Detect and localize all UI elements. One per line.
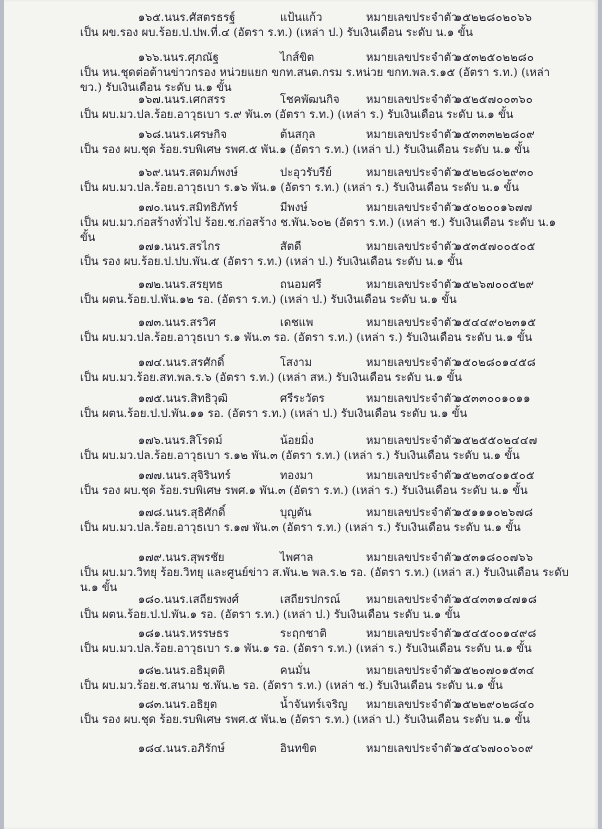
entry-surname: น้ำจันทร์เจริญ bbox=[280, 698, 348, 711]
entry-surname: เสถียรปกรณ์ bbox=[280, 593, 341, 606]
personnel-entry bbox=[4, 663, 598, 693]
id-label: หมายเลขประจำตัว bbox=[366, 316, 458, 329]
personnel-entry bbox=[4, 127, 598, 157]
entry-surname: เดชแพ bbox=[280, 316, 314, 329]
personnel-entry bbox=[4, 10, 598, 40]
entry-number-name: ๑๘๐.นนร.เสถียรพงศ์ bbox=[138, 593, 239, 606]
entry-surname: สัตดี bbox=[280, 240, 302, 253]
entry-number-name: ๑๖๘.นนร.เศรษกิจ bbox=[138, 128, 227, 141]
personnel-entry bbox=[4, 505, 598, 535]
id-label: หมายเลขประจำตัว bbox=[366, 506, 458, 519]
entry-position: เป็น ผตน.ร้อย.ป.พัน.๑๒ รอ. (อัตรา ร.ท.) (เหล่า ป.) รับเงินเดือน ระดับ น.๑ ขั้น bbox=[80, 293, 457, 306]
personnel-entry bbox=[4, 50, 598, 95]
id-number: ๑๕๔๕๐๐๑๔๙๘ bbox=[455, 627, 537, 640]
entry-header bbox=[4, 468, 598, 483]
entry-header bbox=[4, 391, 598, 406]
entry-number-name: ๑๘๑.นนร.หรรษธร bbox=[138, 627, 229, 640]
entry-number-name: ๑๗๒.นนร.สรยุทธ bbox=[138, 278, 223, 291]
entry-header bbox=[4, 697, 598, 712]
entry-number-name: ๑๗๕.นนร.สิทธิวุฒิ bbox=[138, 392, 228, 405]
personnel-entry bbox=[4, 626, 598, 656]
id-number: ๑๕๓๑๘๐๐๗๖๖ bbox=[455, 551, 534, 564]
id-number: ๑๕๓๕๗๐๐๕๐๕ bbox=[455, 240, 536, 253]
entry-position: เป็น ผบ.มว.ปล.ร้อย.อาวุธเบา ร.๑ พัน.๑ รอ. (อัตรา ร.ท.) (เหล่า ร.) รับเงินเดือน ระดับ น.๑ ขั้น bbox=[80, 642, 532, 655]
entry-surname: ทองมา bbox=[280, 469, 314, 482]
id-label: หมายเลขประจำตัว bbox=[366, 593, 458, 606]
entry-header bbox=[4, 127, 598, 142]
entry-header bbox=[4, 315, 598, 330]
entry-position: เป็น รอง ผบ.ชุด ร้อย.รบพิเศษ รพศ.๕ พัน.๑ (อัตรา ร.ท.) (เหล่า ป.) รับเงินเดือน ระดับ น.๑ ขั้น bbox=[80, 143, 530, 156]
entry-number-name: ๑๗๘.นนร.สุธิศักดิ์ bbox=[138, 506, 226, 519]
id-label: หมายเลขประจำตัว bbox=[366, 240, 458, 253]
id-number: ๑๕๑๑๑๐๒๖๗๘ bbox=[455, 506, 534, 519]
entry-number-name: ๑๖๙.นนร.สดมภ์พงษ์ bbox=[138, 166, 238, 179]
entry-position: เป็น ผบ.มว.ร้อย.สท.พล.ร.๖ (อัตรา ร.ท.) (เหล่า สห.) รับเงินเดือน ระดับ น.๑ ขั้น bbox=[80, 371, 462, 384]
entry-position: เป็น ผบ.มว.ปล.ร้อย.อาวุธเบา ร.๑๖ พัน.๑ (อัตรา ร.ท.) (เหล่า ร.) รับเงินเดือน ระดับ น.๑ ขั้น bbox=[80, 181, 519, 194]
entry-header bbox=[4, 550, 598, 565]
entry-header bbox=[4, 239, 598, 254]
entry-surname: ต้นสกุล bbox=[280, 128, 316, 141]
personnel-entry bbox=[4, 550, 598, 595]
entry-position: เป็น ผบ.มว.ปล.ร้อย.อาวุธเบา ร.๑๒ พัน.๓ (อัตรา ร.ท.) (เหล่า ร.) รับเงินเดือน ระดับ น.๑ ขั้น bbox=[80, 449, 520, 462]
entry-header bbox=[4, 92, 598, 107]
id-number: ๑๕๒๒๘๐๒๙๓๐ bbox=[455, 166, 534, 179]
id-number: ๑๕๐๒๘๐๑๔๕๘ bbox=[455, 356, 536, 369]
personnel-entry bbox=[4, 315, 598, 345]
id-label: หมายเลขประจำตัว bbox=[366, 392, 458, 405]
entry-number-name: ๑๘๒.นนร.อธิมุตติ bbox=[138, 664, 225, 677]
entry-surname: ถนอมศรี bbox=[280, 278, 322, 291]
entry-header bbox=[4, 741, 598, 756]
id-number: ๑๕๒๒๘๐๒๐๖๖ bbox=[455, 11, 533, 24]
id-label: หมายเลขประจำตัว bbox=[366, 128, 458, 141]
id-label: หมายเลขประจำตัว bbox=[366, 434, 458, 447]
entry-position: เป็น ผตน.ร้อย.ป.ป.พัน.๑ รอ. (อัตรา ร.ท.) (เหล่า ป.) รับเงินเดือน ระดับ น.๑ ขั้น bbox=[80, 608, 460, 621]
id-label: หมายเลขประจำตัว bbox=[366, 166, 458, 179]
id-number: ๑๕๒๖๗๐๐๕๒๙ bbox=[455, 278, 535, 291]
entry-position: เป็น รอง ผบ.ชุด ร้อย.รบพิเศษ รพศ.๑ พัน.๓ (อัตรา ร.ท.) (เหล่า ร.) รับเงินเดือน ระดับ น.๑ ขั้น bbox=[80, 484, 528, 497]
entry-surname: ไพศาล bbox=[280, 551, 314, 564]
entry-number-name: ๑๖๕.นนร.ศัสตรธรฐ์ bbox=[138, 11, 236, 24]
entry-header bbox=[4, 626, 598, 641]
entry-position: เป็น ผบ.มว.ปล.ร้อย.อาวุธเบา ร.๑ พัน.๓ รอ. (อัตรา ร.ท.) (เหล่า ร.) รับเงินเดือน ระดับ น.๑ ขั้น bbox=[80, 331, 533, 344]
personnel-entry bbox=[4, 697, 598, 727]
entry-number-name: ๑๗๙.นนร.สุพรชัย bbox=[138, 551, 225, 564]
entry-number-name: ๑๗๗.นนร.สุจิรินทร์ bbox=[138, 469, 231, 482]
personnel-entry bbox=[4, 355, 598, 385]
entry-number-name: ๑๗๖.นนร.สิโรดม์ bbox=[138, 434, 223, 447]
entry-header bbox=[4, 505, 598, 520]
entry-position: เป็น ผบ.มว.ร้อย.ช.สนาม ช.พัน.๒ รอ. (อัตรา ร.ท.) (เหล่า ช.) รับเงินเดือน ระดับ น.๑ ขั้น bbox=[80, 679, 503, 692]
entry-header bbox=[4, 277, 598, 292]
entry-surname: คนมั่น bbox=[280, 664, 311, 677]
id-number: ๑๕๒๕๕๐๒๔๔๗ bbox=[455, 434, 538, 447]
entry-surname: มีพงษ์ bbox=[280, 201, 308, 214]
entry-surname: ศรีระวัตร bbox=[280, 392, 325, 405]
id-label: หมายเลขประจำตัว bbox=[366, 93, 458, 106]
entry-surname: ไกส์ขิต bbox=[280, 51, 315, 64]
entry-surname: แป้นแก้ว bbox=[280, 11, 323, 24]
entry-surname: โชคพัฒนกิจ bbox=[280, 93, 340, 106]
id-label: หมายเลขประจำตัว bbox=[366, 664, 458, 677]
personnel-entry bbox=[4, 433, 598, 463]
id-number: ๑๕๔๓๓๑๔๗๑๘ bbox=[455, 593, 538, 606]
entry-surname: น้อยมิ่ง bbox=[280, 434, 314, 447]
entry-header bbox=[4, 200, 598, 215]
id-label: หมายเลขประจำตัว bbox=[366, 278, 458, 291]
id-label: หมายเลขประจำตัว bbox=[366, 356, 458, 369]
entry-position: เป็น รอง ผบ.ชุด ร้อย.รบพิเศษ รพศ.๕ พัน.๒ (อัตรา ร.ท.) (เหล่า ป.) รับเงินเดือน ระดับ น.๑ ขั้น bbox=[80, 713, 530, 726]
id-label: หมายเลขประจำตัว bbox=[366, 201, 458, 214]
entry-header bbox=[4, 165, 598, 180]
id-number: ๑๕๒๒๙๐๒๘๔๐ bbox=[455, 698, 535, 711]
entry-number-name: ๑๗๔.นนร.สรศักดิ์ bbox=[138, 356, 225, 369]
entry-position: เป็น ผข.รอง ผบ.ร้อย.ป.ปพ.ที่.๔ (อัตรา ร.ท.) (เหล่า ป.) รับเงินเดือน ระดับ น.๑ ขั้น bbox=[80, 26, 473, 39]
entry-surname: บุญตัน bbox=[280, 506, 312, 519]
personnel-entry bbox=[4, 468, 598, 498]
entry-number-name: ๑๘๔.นนร.อภิรักษ์ bbox=[138, 742, 225, 755]
personnel-entry bbox=[4, 239, 598, 269]
id-label: หมายเลขประจำตัว bbox=[366, 551, 458, 564]
entry-surname: โสงาม bbox=[280, 356, 312, 369]
entry-header bbox=[4, 10, 598, 25]
id-label: หมายเลขประจำตัว bbox=[366, 627, 458, 640]
entry-surname: ระฤกชาติ bbox=[280, 627, 327, 640]
id-number: ๑๕๓๓๓๒๒๘๐๙ bbox=[455, 128, 535, 141]
entry-position: เป็น ผบ.มว.วิทยุ ร้อย.วิทยุ และศูนย์ข่าว ส.พัน.๒ พล.ร.๒ รอ. (อัตรา ร.ท.) (เหล่า ส.) รับเงินเดือน ระดับ น.๑ ขั้น bbox=[80, 566, 569, 594]
personnel-entry bbox=[4, 92, 598, 122]
entry-position: เป็น ผบ.มว.ปล.ร้อย.อาวุธเบา ร.๑๗ พัน.๓ (อัตรา ร.ท.) (เหล่า ร.) รับเงินเดือน ระดับ น.๑ ขั้น bbox=[80, 521, 521, 534]
id-label: หมายเลขประจำตัว bbox=[366, 469, 458, 482]
personnel-entry bbox=[4, 592, 598, 622]
entry-position: เป็น ผตน.ร้อย.ป.ป.พัน.๑๑ รอ. (อัตรา ร.ท.) (เหล่า ป.) รับเงินเดือน ระดับ น.๑ ขั้น bbox=[80, 407, 468, 420]
entry-header bbox=[4, 50, 598, 65]
entry-surname: อินทขิต bbox=[280, 742, 317, 755]
document-page bbox=[4, 0, 598, 829]
entry-number-name: ๑๖๖.นนร.ศุภณัฐ bbox=[138, 51, 219, 64]
entry-surname: ปะอุวรับรีย์ bbox=[280, 166, 332, 179]
id-number: ๑๕๓๒๕๐๒๒๘๐ bbox=[455, 51, 535, 64]
entry-header bbox=[4, 355, 598, 370]
personnel-entry bbox=[4, 391, 598, 421]
entry-header bbox=[4, 433, 598, 448]
entry-position: เป็น ผบ.มว.ปล.ร้อย.อาวุธเบา ร.๙ พัน.๓ (อัตรา ร.ท.) (เหล่า ร.) รับเงินเดือน ระดับ น.๑ ขั้น bbox=[80, 108, 514, 121]
id-number: ๑๕๒๕๗๐๐๓๖๐ bbox=[455, 93, 534, 106]
entry-header bbox=[4, 663, 598, 678]
id-number: ๑๕๓๓๐๐๑๐๑๑ bbox=[455, 392, 531, 405]
id-label: หมายเลขประจำตัว bbox=[366, 11, 458, 24]
personnel-entry bbox=[4, 277, 598, 307]
entry-position: เป็น รอง ผบ.ร้อย.ป.ปบ.พัน.๕ (อัตรา ร.ท.) (เหล่า ป.) รับเงินเดือน ระดับ น.๑ ขั้น bbox=[80, 255, 463, 268]
id-label: หมายเลขประจำตัว bbox=[366, 51, 458, 64]
entry-number-name: ๑๖๗.นนร.เศกสรร bbox=[138, 93, 226, 106]
entry-position: เป็น ผบ.มว.ก่อสร้างทั่วไป ร้อย.ช.ก่อสร้าง ช.พัน.๖๐๒ (อัตรา ร.ท.) (เหล่า ช.) รับเงินเดือน ระดับ น.๑ ขั้น bbox=[80, 216, 557, 244]
id-label: หมายเลขประจำตัว bbox=[366, 698, 458, 711]
id-number: ๑๕๔๔๙๐๒๓๑๕ bbox=[455, 316, 537, 329]
entry-position: เป็น หน.ชุดต่อต้านข่าวกรอง หน่วยแยก ขกท.สนต.กรม ร.หน่วย ขกท.พล.ร.๑๕ (อัตรา ร.ท.) (เหล่า ขว.) รับเงินเดือน ระดับ น.๑ ขั้น bbox=[80, 66, 550, 94]
id-number: ๑๕๒๐๗๐๑๕๓๔ bbox=[455, 664, 535, 677]
id-number: ๑๕๒๓๔๐๑๕๐๕ bbox=[455, 469, 535, 482]
entry-number-name: ๑๗๐.นนร.สมิทธิภัทร์ bbox=[138, 201, 238, 214]
id-number: ๑๕๐๒๐๐๑๖๗๗ bbox=[455, 201, 533, 214]
entry-number-name: ๑๘๓.นนร.อธิยุต bbox=[138, 698, 218, 711]
id-number: ๑๕๔๖๗๐๐๖๐๙ bbox=[455, 742, 534, 755]
entry-number-name: ๑๗๑.นนร.สรไกร bbox=[138, 240, 221, 253]
personnel-entry bbox=[4, 741, 598, 756]
entry-header bbox=[4, 592, 598, 607]
personnel-entry bbox=[4, 165, 598, 195]
entry-number-name: ๑๗๓.นนร.สรวิศ bbox=[138, 316, 216, 329]
id-label: หมายเลขประจำตัว bbox=[366, 742, 458, 755]
